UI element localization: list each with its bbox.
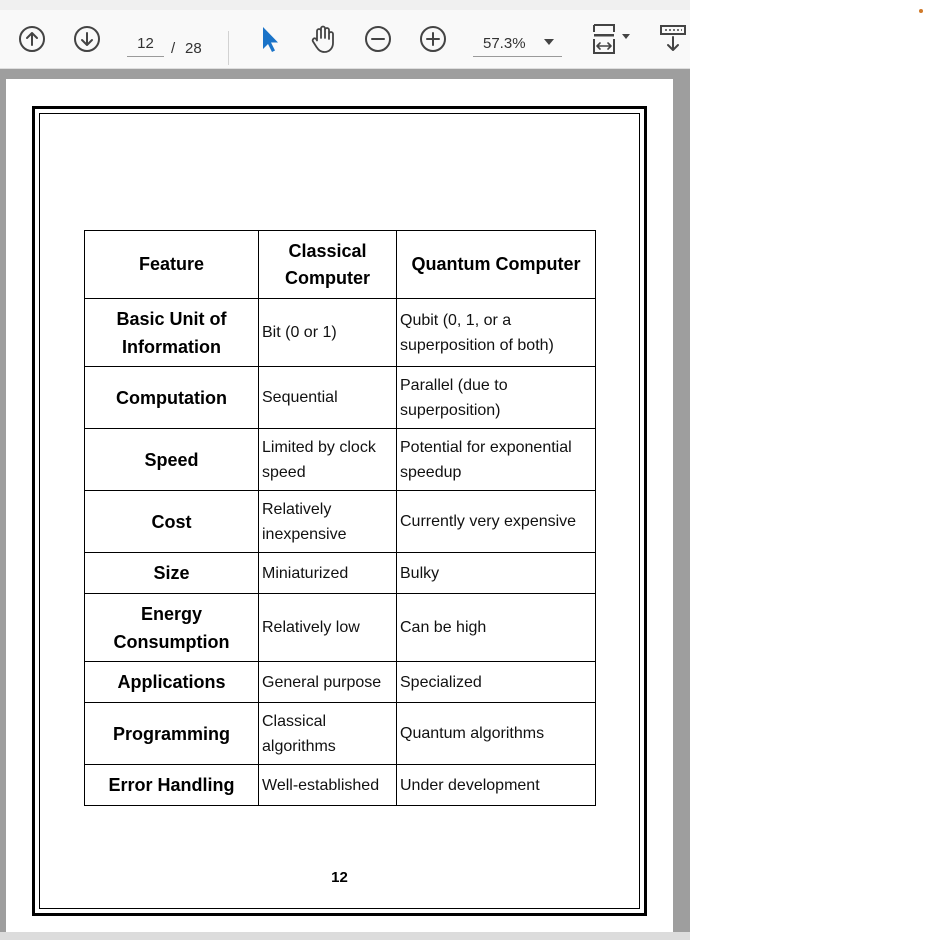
quantum-cell: Parallel (due to superposition) [397, 367, 596, 429]
quantum-cell: Bulky [397, 553, 596, 594]
feature-cell: Programming [85, 703, 259, 765]
classical-cell: Well-established [259, 765, 397, 806]
quantum-cell: Can be high [397, 594, 596, 662]
feature-cell: Energy Consumption [85, 594, 259, 662]
classical-cell: Miniaturized [259, 553, 397, 594]
quantum-cell: Qubit (0, 1, or a superposition of both) [397, 299, 596, 367]
page-separator: / [171, 40, 176, 57]
classical-cell: Bit (0 or 1) [259, 299, 397, 367]
feature-cell: Applications [85, 662, 259, 703]
vertical-scrollbar[interactable] [673, 69, 690, 940]
classical-cell: Sequential [259, 367, 397, 429]
table-row [85, 553, 596, 594]
table-header: Quantum Computer [397, 231, 596, 299]
table-row [85, 367, 596, 429]
table-header: Feature [85, 231, 259, 299]
comparison-table [84, 230, 596, 806]
toolbar [0, 10, 690, 69]
quantum-cell: Specialized [397, 662, 596, 703]
plus-circle-icon[interactable] [417, 10, 449, 68]
document-canvas[interactable] [0, 69, 690, 940]
window-bottom-strip [0, 932, 690, 940]
table-header-row [85, 231, 596, 299]
minus-circle-icon[interactable] [362, 10, 394, 68]
feature-cell: Computation [85, 367, 259, 429]
cursor-arrow-icon[interactable] [254, 10, 284, 68]
quantum-cell: Quantum algorithms [397, 703, 596, 765]
arrow-up-circle-icon[interactable] [16, 10, 48, 68]
page-number-label: 12 [331, 869, 348, 886]
document-page [6, 80, 673, 932]
table-row [85, 594, 596, 662]
quantum-cell: Under development [397, 765, 596, 806]
page-number-input[interactable] [127, 30, 164, 57]
table-row [85, 429, 596, 491]
table-row [85, 662, 596, 703]
quantum-cell: Currently very expensive [397, 491, 596, 553]
feature-cell: Basic Unit of Information [85, 299, 259, 367]
feature-cell: Cost [85, 491, 259, 553]
page-total: 28 [185, 40, 202, 57]
scroll-mode-icon[interactable] [656, 10, 690, 68]
table-row [85, 299, 596, 367]
feature-cell: Size [85, 553, 259, 594]
zoom-select[interactable] [473, 30, 562, 57]
table-header: Classical Computer [259, 231, 397, 299]
status-dot [919, 9, 923, 13]
feature-cell: Error Handling [85, 765, 259, 806]
classical-cell: Relatively inexpensive [259, 491, 397, 553]
feature-cell: Speed [85, 429, 259, 491]
table-row [85, 491, 596, 553]
chevron-down-icon [544, 39, 554, 45]
window-top-strip [0, 0, 690, 10]
fit-page-icon[interactable] [588, 10, 634, 68]
hand-icon[interactable] [307, 10, 339, 68]
zoom-value: 57.3% [483, 34, 526, 52]
classical-cell: Limited by clock speed [259, 429, 397, 491]
toolbar-divider [228, 31, 229, 65]
arrow-down-circle-icon[interactable] [71, 10, 103, 68]
quantum-cell: Potential for exponential speedup [397, 429, 596, 491]
canvas-gutter-top [0, 69, 690, 79]
table-row [85, 765, 596, 806]
classical-cell: General purpose [259, 662, 397, 703]
classical-cell: Classical algorithms [259, 703, 397, 765]
classical-cell: Relatively low [259, 594, 397, 662]
table-row [85, 703, 596, 765]
